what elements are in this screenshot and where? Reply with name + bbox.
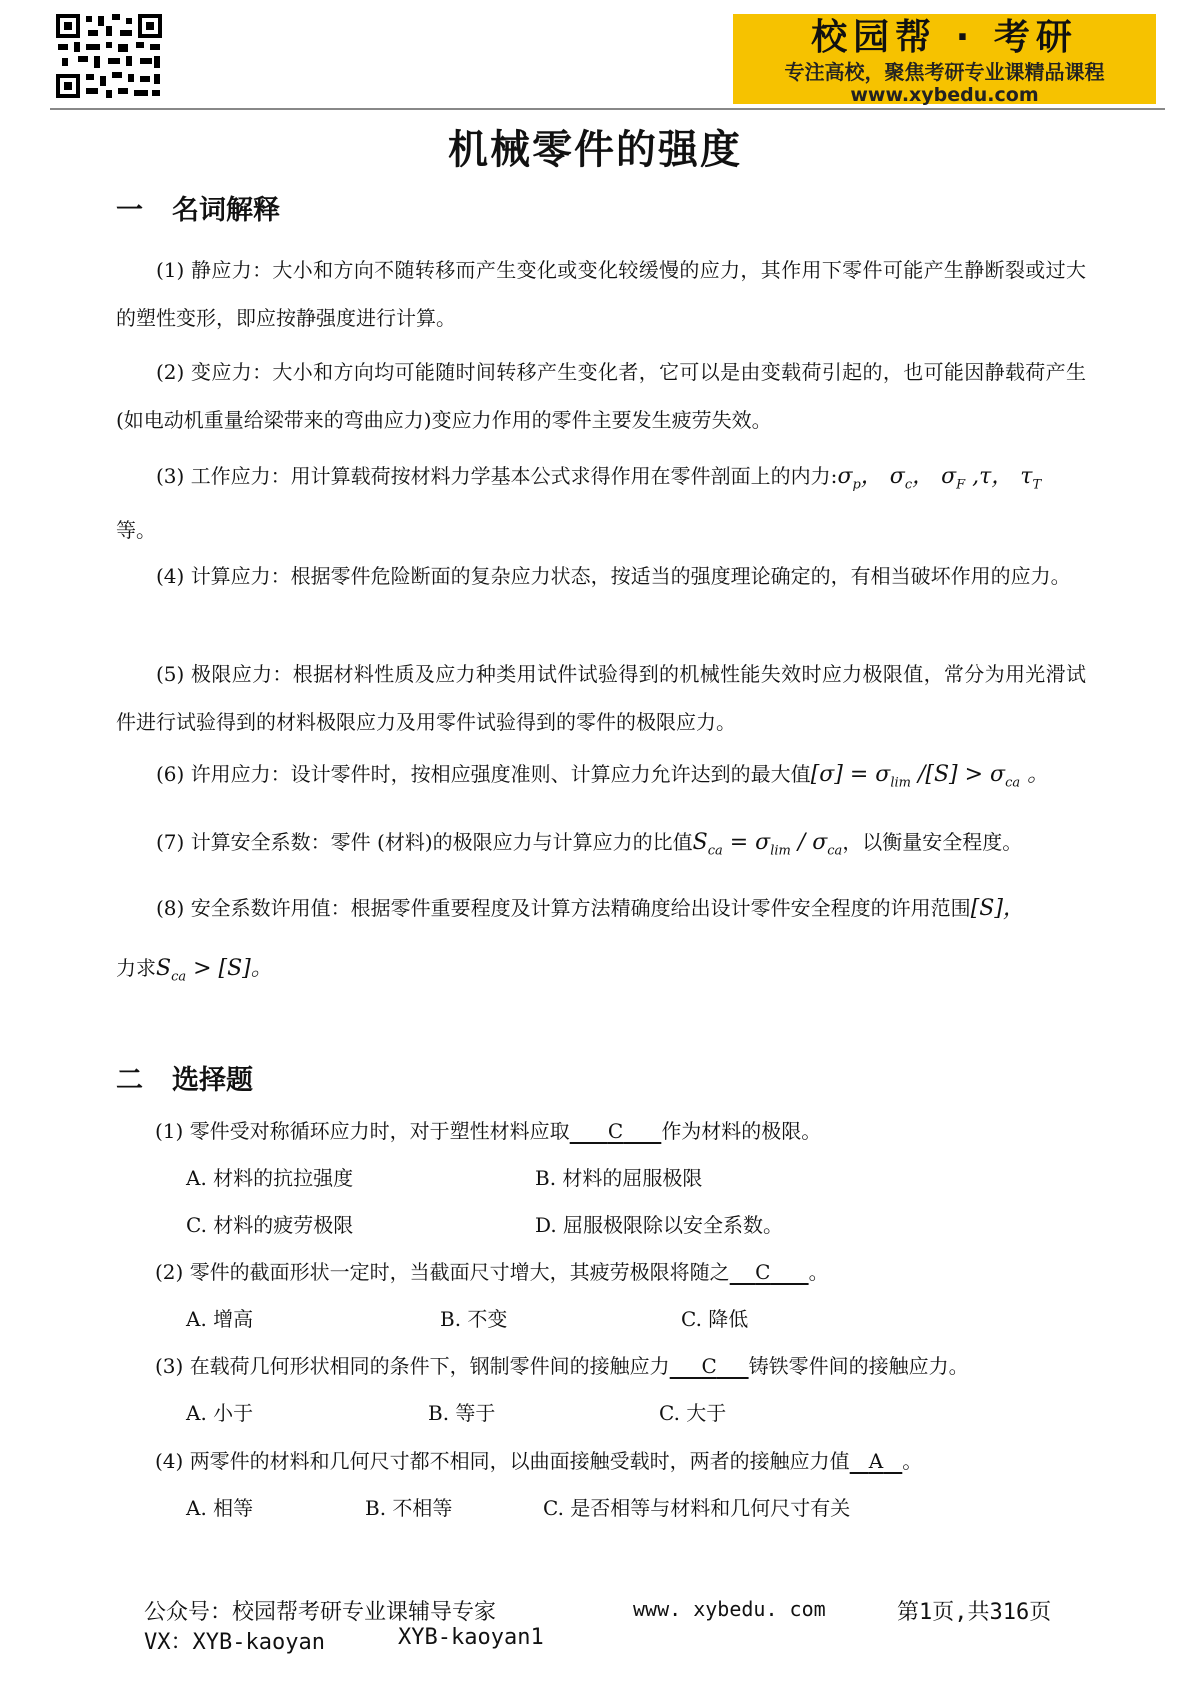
term-item-4: (4) 计算应力：根据零件危险断面的复杂应力状态，按适当的强度理论确定的，有相当破坏作用的应力。 xyxy=(156,564,1071,588)
formula-7: $S_{ca} = \sigma_{lim} / \sigma_{ca}$ xyxy=(692,830,843,859)
term-item-8-cont: 力求$S_{ca} > [S]$。 xyxy=(116,956,273,985)
option-item: C. 降低 xyxy=(681,1307,749,1331)
page-title: 机械零件的强度 xyxy=(448,127,742,173)
term-item-7: (7) 计算安全系数：零件 (材料)的极限应力与计算应力的比值$S_{ca} = \sigma_{lim} / \sigma_{ca}$，以衡量安全程度。 xyxy=(156,830,1023,859)
footer-website: www. xybedu. com xyxy=(633,1597,826,1621)
option-item: A. 小于 xyxy=(186,1401,254,1425)
option-item: C. 是否相等与材料和几何尺寸有关 xyxy=(543,1496,851,1520)
option-item: D. 屈服极限除以安全系数。 xyxy=(535,1213,784,1237)
term-item-3-cont: 等。 xyxy=(116,518,156,542)
option-item: B. 不相等 xyxy=(365,1496,453,1520)
answer-blank: C xyxy=(755,1260,771,1284)
option-item: C. 材料的疲劳极限 xyxy=(186,1213,354,1237)
option-item: A. 增高 xyxy=(186,1307,254,1331)
answer-blank: C xyxy=(701,1354,717,1378)
section1-heading xyxy=(116,188,280,227)
term-item-2: (2) 变应力：大小和方向均可能随时间转移产生变化者，它可以是由变载荷引起的，也可能因静载荷产生(如电动机重量给梁带来的弯曲应力)变应力作用的零件主要发生疲劳失效。 xyxy=(116,360,1086,432)
term-item-1: (1) 静应力：大小和方向不随转移而产生变化或变化较缓慢的应力，其作用下零件可能产生静断裂或过大的塑性变形，即应按静强度进行计算。 xyxy=(116,258,1086,330)
term-item-5: (5) 极限应力：根据材料性质及应力种类用试件试验得到的机械性能失效时应力极限值，常分为用光滑试件进行试验得到的材料极限应力及用零件试验得到的零件的极限应力。 xyxy=(116,662,1086,734)
formula-8b: $S_{ca} > [S]$。 xyxy=(156,956,273,985)
term-item-6: (6) 许用应力：设计零件时，按相应强度准则、计算应力允许达到的最大值$[\sigma] = \sigma_{lim}$ $/[S] > \sigma_{ca}$ 。 xyxy=(156,762,1050,791)
header-divider xyxy=(50,108,1165,110)
section2-heading xyxy=(116,1058,253,1097)
option-item: B. 不变 xyxy=(440,1307,508,1331)
footer-vx: VX：XYB-kaoyan xyxy=(144,1630,325,1655)
section2-title: 选择题 xyxy=(172,1065,253,1096)
brand-slogan: 专注高校，聚焦考研专业课精品课程 xyxy=(784,60,1105,84)
brand-name: 校园帮 · 考研 xyxy=(811,17,1078,58)
section2-number: 二 xyxy=(116,1065,143,1096)
section1-title: 名词解释 xyxy=(172,195,280,226)
question-2: (2) 零件的截面形状一定时，当截面尺寸增大，其疲劳极限将随之 C 。 xyxy=(155,1257,829,1287)
formula-3: $\sigma_p$， $\sigma_c$， $\sigma_F$ ,τ， $\tau_T$ xyxy=(837,464,1042,493)
option-item: A. 相等 xyxy=(186,1496,254,1520)
answer-blank: C xyxy=(607,1119,624,1143)
question-4: (4) 两零件的材料和几何尺寸都不相同，以曲面接触受载时，两者的接触应力值 A 。 xyxy=(155,1446,922,1476)
brand-url: www.xybedu.com xyxy=(850,84,1039,106)
option-item: B. 等于 xyxy=(428,1401,496,1425)
question-1: (1) 零件受对称循环应力时，对于塑性材料应取 C 作为材料的极限。 xyxy=(155,1116,821,1146)
footer-page-number: 第1页,共316页 xyxy=(897,1600,1052,1625)
qr-code-icon xyxy=(54,12,164,100)
formula-6: $[\sigma] = \sigma_{lim}$ $/[S] > \sigma_{ca}$ 。 xyxy=(810,762,1050,791)
option-item: C. 大于 xyxy=(659,1401,727,1425)
footer-public-account: 公众号：校园帮考研专业课辅导专家 xyxy=(144,1600,497,1625)
question-3: (3) 在载荷几何形状相同的条件下，钢制零件间的接触应力 C 铸铁零件间的接触应力。 xyxy=(155,1351,969,1381)
brand-banner xyxy=(733,14,1156,104)
formula-8a: [S]， xyxy=(970,896,1025,921)
option-item: B. 材料的屈服极限 xyxy=(535,1166,703,1190)
footer-vx-alt: XYB-kaoyan1 xyxy=(398,1625,544,1650)
option-item: A. 材料的抗拉强度 xyxy=(186,1166,354,1190)
answer-blank: A xyxy=(868,1449,884,1473)
term-item-3: (3) 工作应力：用计算载荷按材料力学基本公式求得作用在零件剖面上的内力$:\sigma_p$， $\sigma_c$， $\sigma_F$ ,τ， $\tau_T$ xyxy=(156,464,1042,493)
term-item-8: (8) 安全系数许用值：根据零件重要程度及计算方法精确度给出设计零件安全程度的许用范围[S]， xyxy=(156,896,1025,921)
section1-number: 一 xyxy=(116,195,143,226)
